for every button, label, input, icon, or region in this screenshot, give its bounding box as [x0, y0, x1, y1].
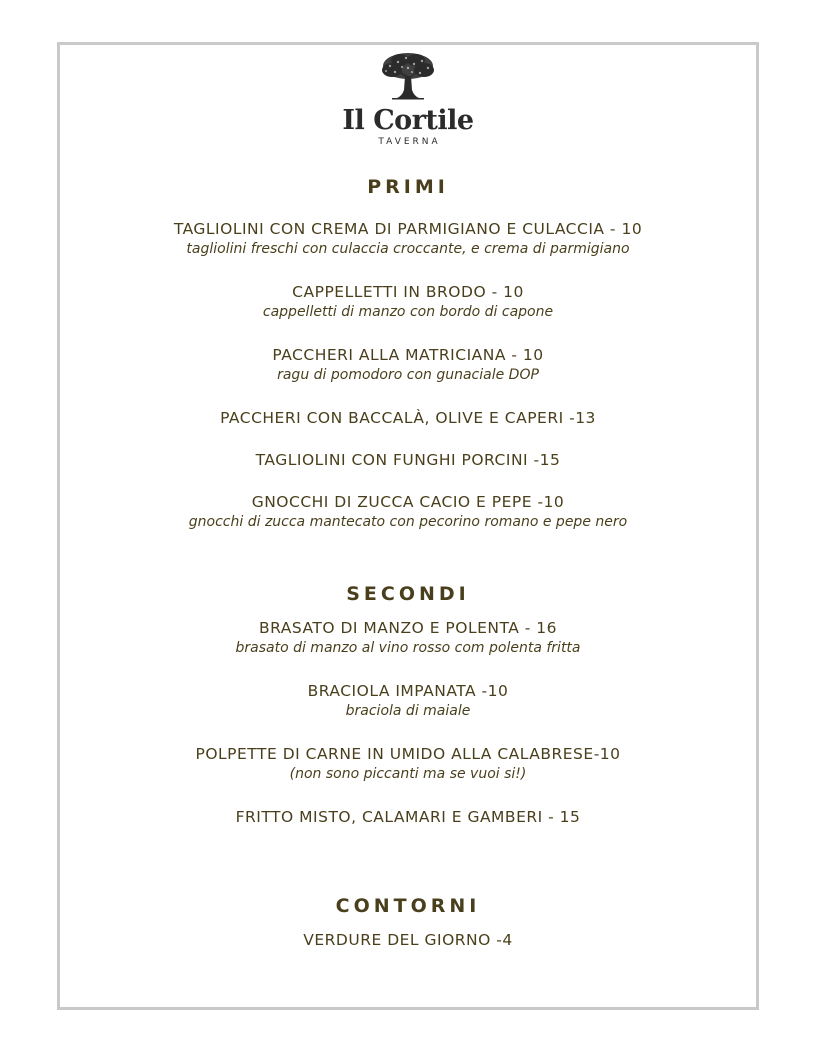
- menu-item-description: ragu di pomodoro con gunaciale DOP: [277, 367, 539, 383]
- menu-item: [60, 618, 756, 658]
- menu-item: [60, 450, 756, 470]
- logo: [0, 52, 816, 147]
- section-title-primi: PRIMI: [367, 176, 449, 198]
- menu-item-description: cappelletti di manzo con bordo di capone: [262, 304, 554, 320]
- menu-item-name: CAPPELLETTI IN BRODO - 10: [292, 283, 524, 301]
- menu-item: [60, 219, 756, 259]
- menu-item-name: BRASATO DI MANZO E POLENTA - 16: [258, 619, 558, 637]
- menu-item-name: FRITTO MISTO, CALAMARI E GAMBERI - 15: [235, 808, 581, 826]
- section-title-contorni: CONTORNI: [335, 895, 481, 917]
- menu-item-description: gnocchi di zucca mantecato con pecorino romano e pepe nero: [188, 514, 628, 530]
- menu-item: [60, 807, 756, 827]
- menu-item-description: tagliolini freschi con culaccia croccante, e crema di parmigiano: [186, 241, 630, 257]
- menu-item: [60, 408, 756, 428]
- restaurant-name: Il Cortile: [342, 105, 474, 136]
- menu-item: [60, 492, 756, 532]
- menu-item: [60, 930, 756, 950]
- menu-item-name: PACCHERI ALLA MATRICIANA - 10: [272, 346, 544, 364]
- menu-item-name: PACCHERI CON BACCALÀ, OLIVE E CAPERI -13: [220, 409, 596, 427]
- restaurant-subtitle: TAVERNA: [378, 137, 441, 147]
- menu-item-name: BRACIOLA IMPANATA -10: [307, 682, 509, 700]
- menu-item-description: (non sono piccanti ma se vuoi si!): [289, 766, 527, 782]
- section-title-secondi: SECONDI: [346, 583, 470, 605]
- menu-item-name: POLPETTE DI CARNE IN UMIDO ALLA CALABRESE-10: [195, 745, 621, 763]
- menu-item-name: TAGLIOLINI CON CREMA DI PARMIGIANO E CULACCIA - 10: [173, 220, 643, 238]
- olive-tree-icon: [378, 52, 438, 102]
- menu-item-name: VERDURE DEL GIORNO -4: [303, 931, 513, 949]
- menu-item-description: braciola di maiale: [345, 703, 471, 719]
- menu-item-name: TAGLIOLINI CON FUNGHI PORCINI -15: [255, 451, 561, 469]
- menu-item-name: GNOCCHI DI ZUCCA CACIO E PEPE -10: [251, 493, 565, 511]
- menu-item: [60, 681, 756, 721]
- menu-item: [60, 345, 756, 385]
- menu-item-description: brasato di manzo al vino rosso com polenta fritta: [235, 640, 581, 656]
- menu-item: [60, 282, 756, 322]
- menu-item: [60, 744, 756, 784]
